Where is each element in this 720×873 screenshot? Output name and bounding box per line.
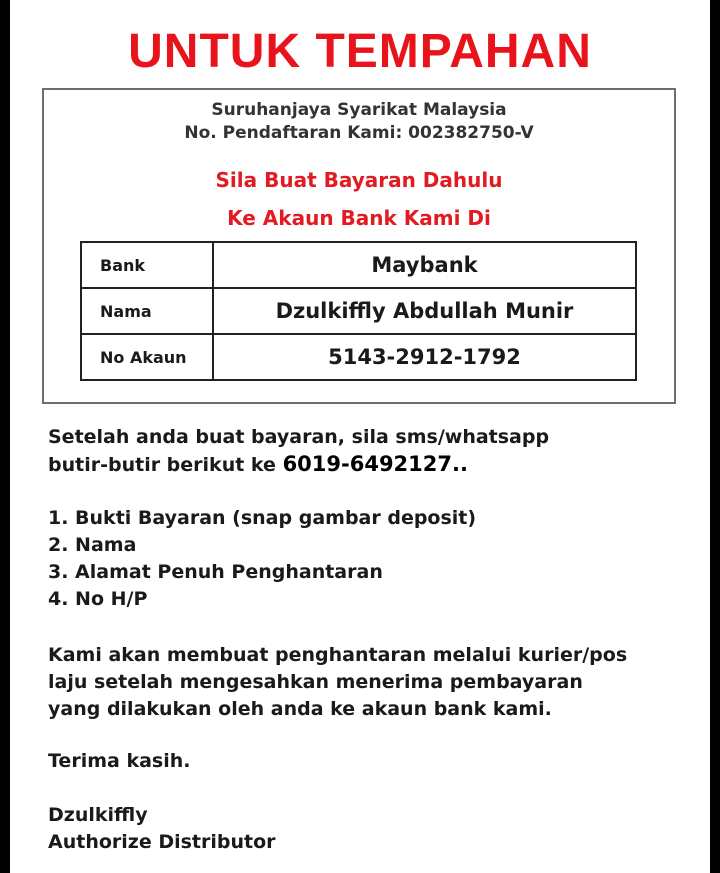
delivery-line2: laju setelah mengesahkan menerima pembayaran xyxy=(48,671,583,693)
account-label: No Akaun xyxy=(81,334,213,380)
account-value: 5143-2912-1792 xyxy=(213,334,636,380)
table-row xyxy=(81,288,636,334)
list-item: 3. Alamat Penuh Penghantaran xyxy=(48,561,383,583)
instructions-paragraph xyxy=(48,424,549,479)
signature-block xyxy=(48,802,276,856)
registration-authority: Suruhanjaya Syarikat Malaysia xyxy=(211,100,507,120)
delivery-line3: yang dilakukan oleh anda ke akaun bank kami. xyxy=(48,698,552,720)
bank-label: Bank xyxy=(81,242,213,288)
list-item: 4. No H/P xyxy=(48,588,148,610)
signature-name: Dzulkiffly xyxy=(48,804,148,826)
delivery-line1: Kami akan membuat penghantaran melalui kurier/pos xyxy=(48,644,628,666)
document-sheet xyxy=(10,0,710,873)
table-row xyxy=(81,334,636,380)
list-item: 1. Bukti Bayaran (snap gambar deposit) xyxy=(48,507,477,529)
page-title: UNTUK TEMPAHAN xyxy=(128,25,592,78)
bank-details-table xyxy=(80,241,637,381)
delivery-paragraph xyxy=(48,642,627,723)
list-item: 2. Nama xyxy=(48,534,137,556)
thanks-text: Terima kasih. xyxy=(48,750,191,772)
instructions-line2 xyxy=(48,451,549,479)
payment-info-box xyxy=(42,88,676,404)
instructions-line2-text: butir-butir berikut ke xyxy=(48,454,276,476)
instructions-line1: Setelah anda buat bayaran, sila sms/whatsapp xyxy=(48,426,550,448)
registration-number: No. Pendaftaran Kami: 002382750-V xyxy=(184,123,534,143)
table-row xyxy=(81,242,636,288)
payment-notice-line2: Ke Akaun Bank Kami Di xyxy=(227,206,491,230)
signature-role: Authorize Distributor xyxy=(48,831,276,853)
name-value: Dzulkiffly Abdullah Munir xyxy=(213,288,636,334)
steps-list xyxy=(48,505,476,613)
payment-notice-line1: Sila Buat Bayaran Dahulu xyxy=(215,168,503,192)
name-label: Nama xyxy=(81,288,213,334)
phone-number: 6019-6492127.. xyxy=(282,452,468,476)
bank-value: Maybank xyxy=(213,242,636,288)
